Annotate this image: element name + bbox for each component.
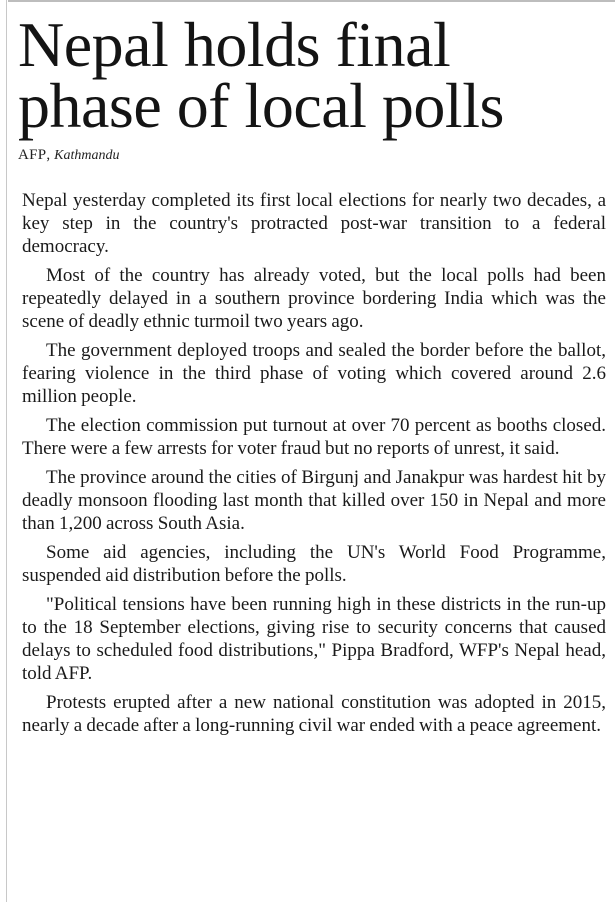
byline (18, 146, 606, 165)
column-rule (6, 0, 7, 902)
paragraph-1: Nepal yesterday completed its first local elections for nearly two decades, a key step in the country's protracted post-war transition to a federal democracy. (22, 190, 606, 257)
byline-city: Kathmandu (54, 148, 120, 163)
paragraph-2: Most of the country has already voted, but the local polls had been repeatedly delayed in a southern province bordering India which was the scene of deadly ethnic turmoil two years ago. (22, 265, 606, 332)
byline-separator: , (46, 147, 51, 163)
paragraph-5: The province around the cities of Birgunj and Janakpur was hardest hit by deadly monsoon flooding last month that killed over 150 in Nepal and more than 1,200 across South Asia. (22, 467, 606, 534)
paragraph-3: The government deployed troops and sealed the border before the ballot, fearing violence in the third phase of voting which covered around 2.6 million people. (22, 340, 606, 407)
headline-line-2: phase of local polls (18, 70, 504, 141)
headline-line-1: Nepal holds final (18, 9, 451, 80)
paragraph-6: Some aid agencies, including the UN's World Food Programme, suspended aid distribution before the polls. (22, 542, 606, 586)
paragraph-4: The election commission put turnout at over 70 percent as booths closed. There were a few arrests for voter fraud but no reports of unrest, it said. (22, 415, 606, 459)
byline-agency: AFP (18, 147, 47, 163)
headline (18, 9, 606, 141)
news-article (18, 9, 606, 743)
paragraph-8: Protests erupted after a new national constitution was adopted in 2015, nearly a decade after a long-running civil war ended with a peace agreement. (22, 692, 606, 736)
article-body (18, 189, 606, 737)
paragraph-7: "Political tensions have been running high in these districts in the run-up to the 18 September elections, giving rise to security concerns that caused delays to scheduled food distributions," Pippa Bradford, WFP's Nepal head, told AFP. (22, 594, 606, 684)
top-rule (8, 0, 615, 2)
